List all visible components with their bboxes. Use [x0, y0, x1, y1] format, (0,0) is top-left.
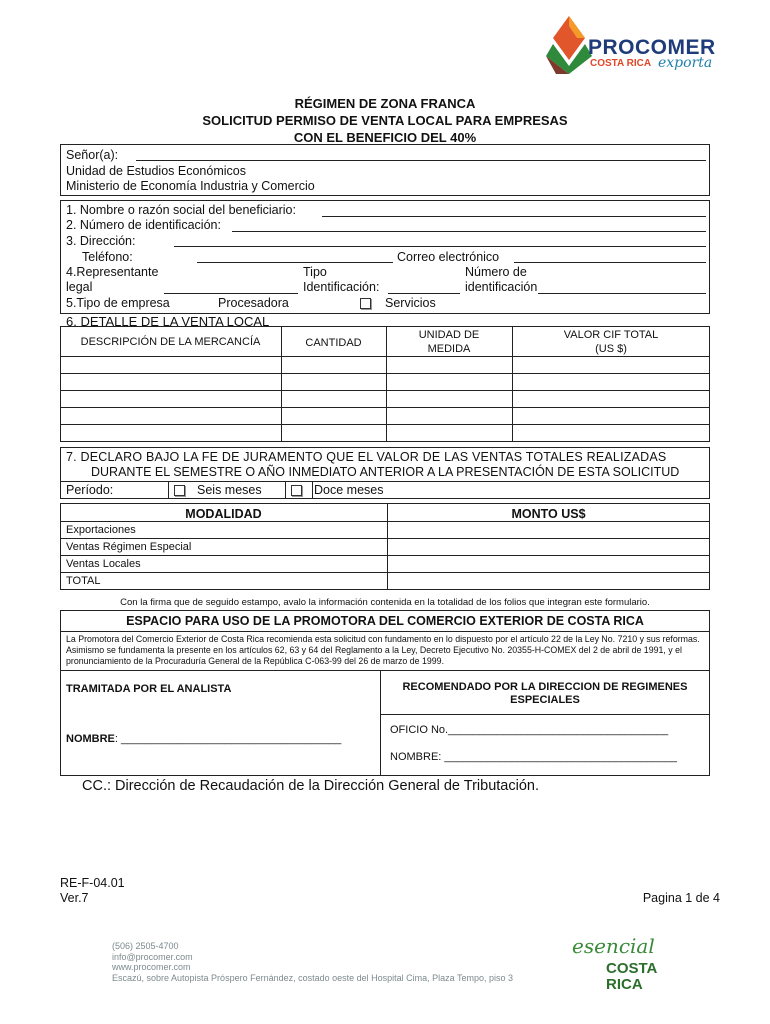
- addressee-unit: Unidad de Estudios Económicos: [66, 164, 246, 178]
- row-ventas-locales: Ventas Locales: [66, 558, 141, 570]
- col-cantidad: CANTIDAD: [305, 337, 362, 349]
- label-rep1: 4.Representante: [66, 265, 159, 279]
- tramitada-label: TRAMITADA POR EL ANALISTA: [66, 683, 232, 695]
- col-valor1: VALOR CIF TOTAL: [563, 329, 659, 341]
- esencial-costa: COSTA: [606, 960, 658, 977]
- title-line1: RÉGIMEN DE ZONA FRANCA: [294, 96, 476, 111]
- firma-note: Con la firma que de seguido estampo, avalo la información contenida en la totalidad de los folios que integran este formulario.: [120, 597, 650, 608]
- addressee-line[interactable]: [136, 160, 706, 161]
- label-numero: Número de: [465, 265, 527, 279]
- logo-sub1: COSTA RICA: [590, 58, 652, 69]
- label-name: 1. Nombre o razón social del beneficiario:: [66, 203, 296, 217]
- recomendado-line2: ESPECIALES: [510, 694, 580, 706]
- name-field[interactable]: [322, 216, 706, 217]
- label-address: 3. Dirección:: [66, 234, 136, 248]
- detail-heading: 6. DETALLE DE LA VENTA LOCAL: [66, 314, 270, 329]
- phone-field[interactable]: [197, 262, 393, 263]
- promotora-text2: Asimismo se fundamenta la presente en los artículos 62, 63 y 64 del Reglamento a la Ley, Decreto Ejecutivo No. 20355-H-COMEX del 2 de abril de 1991, y el: [66, 645, 682, 655]
- addressee-senor: Señor(a):: [66, 148, 119, 162]
- title-line2: SOLICITUD PERMISO DE VENTA LOCAL PARA EMPRESAS: [202, 113, 568, 128]
- footer-contact: [112, 941, 513, 983]
- label-identificacion: Identificación:: [303, 280, 380, 294]
- footer-web: www.procomer.com: [112, 962, 191, 972]
- nombre-left[interactable]: [66, 733, 341, 745]
- seis-checkbox[interactable]: [174, 485, 185, 496]
- numero-id-field[interactable]: [538, 293, 706, 294]
- oficio-field[interactable]: OFICIO No.____________________________________: [390, 724, 669, 736]
- logo-brand: PROCOMER: [588, 36, 716, 59]
- promotora-text3: pronunciamiento de la Procuraduría General de la República C-063-99 del 26 de marzo de 1999.: [66, 656, 445, 666]
- address-field[interactable]: [174, 246, 706, 247]
- label-id: 2. Número de identificación:: [66, 218, 221, 232]
- email-field[interactable]: [514, 262, 706, 263]
- doce-option[interactable]: [291, 483, 383, 497]
- nombre-left-label: NOMBRE: [66, 733, 115, 745]
- footer-phone: (506) 2505-4700: [112, 941, 179, 951]
- footer-address: Escazú, sobre Autopista Próspero Fernández, costado oeste del Hospital Cima, Plaza Tempo, piso 3: [112, 972, 514, 983]
- form-code: RE-F-04.01: [60, 876, 125, 890]
- monto-head: MONTO US$: [511, 507, 586, 521]
- label-email: Correo electrónico: [397, 250, 500, 264]
- tipo-id-field[interactable]: [388, 293, 460, 294]
- page-number: Pagina 1 de 4: [642, 891, 720, 905]
- addressee-ministry: Ministerio de Economía Industria y Comercio: [66, 179, 315, 193]
- nombre-right[interactable]: NOMBRE: ______________________________________: [390, 751, 677, 763]
- id-field[interactable]: [232, 231, 706, 232]
- servicios-checkbox[interactable]: [360, 298, 371, 309]
- col-descripcion: DESCRIPCIÓN DE LA MERCANCÍA: [80, 336, 261, 348]
- doce-checkbox[interactable]: [291, 485, 302, 496]
- row-exportaciones: Exportaciones: [66, 524, 136, 536]
- col-unidad1: UNIDAD DE: [418, 329, 480, 341]
- recomendado-line1: RECOMENDADO POR LA DIRECCION DE REGIMENES: [402, 681, 688, 693]
- label-periodo: Período:: [66, 483, 114, 497]
- esencial-word: esencial: [572, 934, 655, 958]
- form-version: Ver.7: [60, 891, 89, 905]
- label-procesadora: Procesadora: [218, 296, 289, 310]
- label-identificacion2: identificación: [465, 280, 538, 294]
- label-tipo: Tipo: [303, 265, 327, 279]
- esencial-rica: RICA: [606, 976, 643, 993]
- servicios-option[interactable]: [360, 296, 436, 310]
- footer-email: info@procomer.com: [112, 951, 193, 962]
- col-valor2: (US $): [595, 343, 627, 355]
- label-phone: Teléfono:: [82, 250, 133, 264]
- procomer-logo: [540, 14, 720, 78]
- declaration-line1: 7. DECLARO BAJO LA FE DE JURAMENTO QUE EL VALOR DE LAS VENTAS TOTALES REALIZADAS: [66, 450, 667, 464]
- title-line3: CON EL BENEFICIO DEL 40%: [293, 130, 477, 145]
- label-doce: Doce meses: [314, 483, 384, 497]
- seis-option[interactable]: [174, 483, 262, 497]
- label-rep2: legal: [66, 280, 93, 294]
- label-tipo-empresa: 5.Tipo de empresa: [66, 296, 170, 310]
- esencial-logo: [570, 936, 700, 996]
- row-total: TOTAL: [66, 575, 101, 587]
- label-seis: Seis meses: [197, 483, 262, 497]
- cc-note: CC.: Dirección de Recaudación de la Dirección General de Tributación.: [82, 778, 539, 794]
- promotora-heading: ESPACIO PARA USO DE LA PROMOTORA DEL COMERCIO EXTERIOR DE COSTA RICA: [126, 614, 644, 628]
- modalidad-head: MODALIDAD: [185, 507, 262, 521]
- promotora-text1: La Promotora del Comercio Exterior de Costa Rica recomienda esta solicitud con fundamento en lo dispuesto por el artículo 22 de la Ley No. 7210 y sus reformas.: [66, 634, 700, 644]
- rep-field[interactable]: [164, 293, 298, 294]
- declaration-line2: DURANTE EL SEMESTRE O AÑO INMEDIATO ANTERIOR A LA PRESENTACIÓN DE ESTA SOLICITUD: [91, 465, 680, 479]
- nombre-left-line: : ____________________________________: [114, 733, 342, 745]
- row-ventas-regimen: Ventas Régimen Especial: [66, 541, 192, 553]
- label-servicios: Servicios: [385, 296, 436, 310]
- col-unidad2: MEDIDA: [427, 343, 471, 355]
- logo-sub2: exporta: [658, 55, 713, 71]
